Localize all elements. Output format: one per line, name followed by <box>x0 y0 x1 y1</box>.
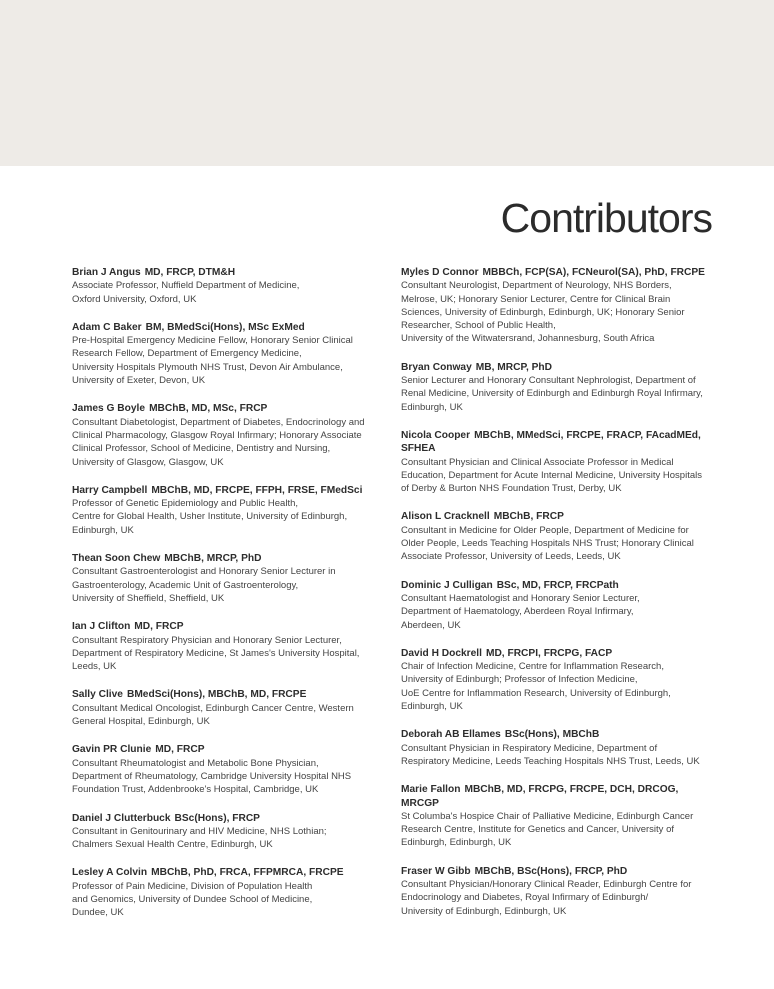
contributor-affiliation-line: Chalmers Sexual Health Centre, Edinburgh, UK <box>72 839 273 851</box>
contributor-entry <box>401 429 719 495</box>
contributor-entry <box>72 812 382 852</box>
contributor-name: Ian J Clifton <box>72 621 131 633</box>
contributor-affiliation-line: Consultant Medical Oncologist, Edinburgh Cancer Centre, Western <box>72 702 354 714</box>
contributor-name-line <box>401 783 719 796</box>
contributor-name-line <box>72 866 382 879</box>
contributor-affiliation-line: Department of Rheumatology, Cambridge University Hospital NHS <box>72 770 352 782</box>
contributor-affiliation-line: Oxford University, Oxford, UK <box>72 293 197 305</box>
contributor-name-line <box>401 728 719 741</box>
contributor-affiliation-line: University Hospitals Plymouth NHS Trust, Devon Air Ambulance, <box>72 361 343 373</box>
contributor-credentials: MBChB, MD, MSc, FRCP <box>149 403 268 415</box>
contributor-affiliation-line: UoE Centre for Inflammation Research, University of Edinburgh, <box>401 687 671 699</box>
contributor-entry <box>401 266 719 346</box>
contributor-credentials: MD, FRCP <box>155 744 205 756</box>
contributor-affiliation-line: Leeds, UK <box>72 661 117 673</box>
contributor-name-line <box>401 579 719 592</box>
contributor-credentials: MBChB, BSc(Hons), FRCP, PhD <box>474 865 628 877</box>
contributor-affiliation-line: Consultant Diabetologist, Department of Diabetes, Endocrinology and <box>72 416 365 428</box>
contributor-name: David H Dockrell <box>401 647 482 659</box>
contributor-name: Marie Fallon <box>401 784 461 796</box>
contributor-entry <box>72 743 382 796</box>
contributor-name: Adam C Baker <box>72 321 142 333</box>
contributor-entry <box>401 728 719 768</box>
contributor-credentials: BSc, MD, FRCP, FRCPath <box>496 579 619 591</box>
contributor-affiliation-line: Professor of Genetic Epidemiology and Public Health, <box>72 498 299 510</box>
contributor-affiliation-line: Professor of Pain Medicine, Division of Population Health <box>72 880 313 892</box>
contributor-entry <box>72 484 382 537</box>
contributor-name: Lesley A Colvin <box>72 867 148 879</box>
page-title: Contributors <box>500 195 712 241</box>
contributor-name: Alison L Cracknell <box>401 511 490 523</box>
contributor-entry <box>401 647 719 713</box>
contributor-name: Gavin PR Clunie <box>72 744 152 756</box>
contributor-name-line <box>72 743 382 756</box>
contributor-name: James G Boyle <box>72 403 146 415</box>
contributor-credentials: MB, MRCP, PhD <box>475 361 552 373</box>
contributor-name-line <box>401 865 719 878</box>
contributor-name: Bryan Conway <box>401 361 472 373</box>
contributor-affiliation-line: and Genomics, University of Dundee School of Medicine, <box>72 893 313 905</box>
contributor-affiliation-line: Researcher, School of Public Health, <box>401 320 556 332</box>
contributor-name-line <box>401 647 719 660</box>
contributor-affiliation-line: Gastroenterology, Academic Unit of Gastroenterology, <box>72 579 299 591</box>
contributor-affiliation-line: Consultant Haematologist and Honorary Senior Lecturer, <box>401 592 640 604</box>
contributor-entry <box>401 865 719 918</box>
contributor-affiliation-line: Clinical Pharmacology, Glasgow Royal Infirmary; Honorary Associate <box>72 429 362 441</box>
contributor-entry <box>72 866 382 919</box>
contributor-affiliation-line: General Hospital, Edinburgh, UK <box>72 716 210 728</box>
contributor-name: Brian J Angus <box>72 267 141 278</box>
contributor-affiliation-line: Clinical Professor, School of Medicine, Dentistry and Nursing, <box>72 443 331 455</box>
contributor-affiliation-line: Pre-Hospital Emergency Medicine Fellow, Honorary Senior Clinical <box>72 335 353 347</box>
contributor-name: Nicola Cooper <box>401 429 471 441</box>
contributor-affiliation-line: Associate Professor, Nuffield Department of Medicine, <box>72 280 300 292</box>
header-band <box>0 0 774 166</box>
contributor-entry <box>401 361 719 414</box>
contributor-name: Daniel J Clutterbuck <box>72 812 171 824</box>
contributor-credentials: MD, FRCP <box>134 621 184 633</box>
contributor-affiliation-line: Research Centre, Institute for Genetics and Cancer, University of <box>401 824 674 836</box>
contributor-entry <box>72 688 382 728</box>
contributor-affiliation-line: Education, Department for Acute Internal Medicine, University Hospitals <box>401 469 702 481</box>
contributor-affiliation-line: Edinburgh, UK <box>401 401 463 413</box>
contributor-credentials: MBBCh, FCP(SA), FCNeurol(SA), PhD, FRCPE <box>482 267 705 278</box>
contributor-credentials-continued: MRCGP <box>401 797 439 809</box>
contributor-affiliation-line: Endocrinology and Diabetes, Royal Infirmary of Edinburgh/ <box>401 892 649 904</box>
contributor-affiliation-line: Senior Lecturer and Honorary Consultant Nephrologist, Department of <box>401 375 696 387</box>
contributor-affiliation-line: Centre for Global Health, Usher Institute, University of Edinburgh, <box>72 511 348 523</box>
contributor-name: Fraser W Gibb <box>401 865 471 877</box>
contributor-affiliation-line: University of the Witwatersrand, Johannesburg, South Africa <box>401 333 655 345</box>
contributor-credentials: MBChB, PhD, FRCA, FFPMRCA, FRCPE <box>151 867 344 879</box>
contributor-affiliation-line: Melrose, UK; Honorary Senior Lecturer, Centre for Clinical Brain <box>401 293 671 305</box>
contributor-name-line <box>72 552 382 565</box>
contributor-name-line <box>401 266 719 279</box>
contributor-credentials: MBChB, FRCP <box>493 511 564 523</box>
contributor-name-line <box>72 688 382 701</box>
contributor-affiliation-line: Sciences, University of Edinburgh, Edinburgh, UK; Honorary Senior <box>401 306 685 318</box>
contributor-affiliation-line: Consultant in Medicine for Older People, Department of Medicine for <box>401 524 689 536</box>
contributor-credentials: MD, FRCPI, FRCPG, FACP <box>485 647 613 659</box>
contributor-affiliation-line: Dundee, UK <box>72 907 124 919</box>
contributor-affiliation-line: Research Fellow, Department of Emergency Medicine, <box>72 348 302 360</box>
contributor-credentials: MBChB, MRCP, PhD <box>164 553 262 565</box>
contributor-affiliation-line: University of Glasgow, Glasgow, UK <box>72 456 224 468</box>
contributor-name: Sally Clive <box>72 689 123 701</box>
contributor-affiliation-line: Foundation Trust, Addenbrooke's Hospital, Cambridge, UK <box>72 784 319 796</box>
contributor-name: Myles D Connor <box>401 267 479 278</box>
contributor-affiliation-line: Edinburgh, UK <box>401 701 463 713</box>
contributor-affiliation-line: Department of Haematology, Aberdeen Royal Infirmary, <box>401 606 634 618</box>
contributor-name-line <box>72 484 382 497</box>
contributor-entry <box>72 620 382 673</box>
contributor-affiliation-line: University of Edinburgh; Professor of Infection Medicine, <box>401 674 638 686</box>
contributor-affiliation-line: Aberdeen, UK <box>401 619 461 631</box>
contributor-name-line <box>401 361 719 374</box>
contributors-right-column <box>401 266 719 933</box>
contributor-affiliation-line: Consultant Gastroenterologist and Honorary Senior Lecturer in <box>72 566 336 578</box>
contributor-name-line <box>72 402 382 415</box>
contributor-affiliation-line: Older People, Leeds Teaching Hospitals NHS Trust; Honorary Clinical <box>401 538 694 550</box>
contributor-credentials: BSc(Hons), MBChB <box>504 729 600 741</box>
contributor-affiliation-line: Associate Professor, University of Leeds, Leeds, UK <box>401 551 621 563</box>
contributor-credentials: MBChB, MMedSci, FRCPE, FRACP, FAcadMEd, <box>474 429 701 441</box>
contributor-name-line <box>72 620 382 633</box>
contributor-entry <box>72 552 382 605</box>
contributor-affiliation-line: St Columba's Hospice Chair of Palliative Medicine, Edinburgh Cancer <box>401 810 694 822</box>
contributor-name: Dominic J Culligan <box>401 579 493 591</box>
contributor-entry <box>72 402 382 468</box>
contributor-entry <box>72 321 382 387</box>
contributor-credentials: BMedSci(Hons), MBChB, MD, FRCPE <box>126 689 307 701</box>
contributor-affiliation-line: Consultant Neurologist, Department of Neurology, NHS Borders, <box>401 280 672 292</box>
contributor-name: Deborah AB Ellames <box>401 729 501 741</box>
contributor-affiliation-line: Consultant Rheumatologist and Metabolic Bone Physician, <box>72 757 319 769</box>
contributor-credentials: BM, BMedSci(Hons), MSc ExMed <box>145 321 305 333</box>
contributor-affiliation-line: Consultant Respiratory Physician and Honorary Senior Lecturer, <box>72 634 342 646</box>
contributors-left-column <box>72 266 382 935</box>
contributor-affiliation-line: Edinburgh, UK <box>72 524 134 536</box>
contributor-name: Harry Campbell <box>72 484 148 496</box>
contributor-credentials: MBChB, MD, FRCPE, FFPH, FRSE, FMedSci <box>151 484 363 496</box>
contributor-affiliation-line: Consultant Physician/Honorary Clinical Reader, Edinburgh Centre for <box>401 878 692 890</box>
contributor-affiliation-line: Consultant Physician and Clinical Associate Professor in Medical <box>401 456 674 468</box>
contributor-credentials: BSc(Hons), FRCP <box>174 812 260 824</box>
contributor-entry <box>401 783 719 849</box>
contributor-affiliation-line: Edinburgh, Edinburgh, UK <box>401 837 512 849</box>
contributor-name-line <box>401 429 719 442</box>
contributor-affiliation-line: University of Exeter, Devon, UK <box>72 375 206 387</box>
contributor-credentials-continued: SFHEA <box>401 443 436 455</box>
contributor-affiliation-line: University of Sheffield, Sheffield, UK <box>72 592 225 604</box>
contributor-name-line <box>72 321 382 334</box>
contributor-affiliation-line: Chair of Infection Medicine, Centre for Inflammation Research, <box>401 661 664 673</box>
contributor-entry <box>72 266 382 306</box>
contributor-entry <box>401 510 719 563</box>
contributor-name-line <box>401 510 719 523</box>
contributor-affiliation-line: University of Edinburgh, Edinburgh, UK <box>401 905 567 917</box>
contributor-affiliation-line: Renal Medicine, University of Edinburgh and Edinburgh Royal Infirmary, <box>401 388 703 400</box>
contributor-affiliation-line: Consultant Physician in Respiratory Medicine, Department of <box>401 742 658 754</box>
contributor-affiliation-line: Department of Respiratory Medicine, St James's University Hospital, <box>72 647 360 659</box>
contributor-affiliation-line: Respiratory Medicine, Leeds Teaching Hospitals NHS Trust, Leeds, UK <box>401 755 700 767</box>
contributor-credentials: MD, FRCP, DTM&H <box>144 267 236 278</box>
contributor-name: Thean Soon Chew <box>72 553 161 565</box>
contributor-entry <box>401 579 719 632</box>
contributor-affiliation-line: of Derby & Burton NHS Foundation Trust, Derby, UK <box>401 483 622 495</box>
contributor-affiliation-line: Consultant in Genitourinary and HIV Medicine, NHS Lothian; <box>72 825 327 837</box>
contributor-credentials: MBChB, MD, FRCPG, FRCPE, DCH, DRCOG, <box>464 784 679 796</box>
contributor-name-line <box>72 812 382 825</box>
contributor-name-line <box>72 266 382 279</box>
